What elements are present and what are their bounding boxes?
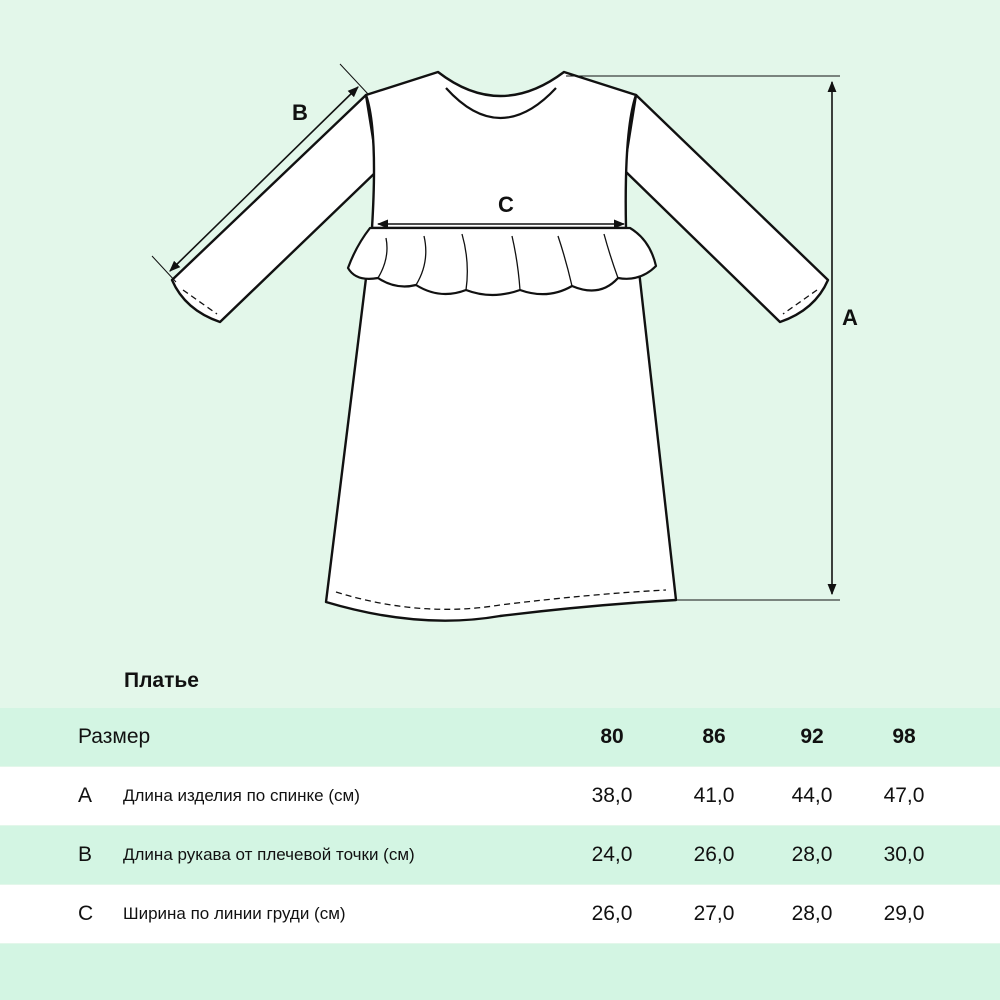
size-80: 80 (600, 725, 624, 748)
row-letter: A (78, 784, 93, 807)
row-value: 44,0 (791, 784, 833, 807)
row-description: Длина изделия по спинке (см) (123, 786, 360, 805)
size-header-row (0, 708, 1000, 766)
left-sleeve (172, 95, 378, 322)
table-footer-band (0, 944, 1000, 1000)
table-row-c (0, 885, 1000, 943)
row-value: 30,0 (883, 843, 925, 866)
row-value: 28,0 (791, 843, 833, 866)
right-sleeve (624, 95, 828, 322)
row-letter: C (78, 902, 94, 925)
size-86: 86 (702, 725, 726, 748)
row-description: Ширина по линии груди (см) (123, 904, 346, 923)
row-value: 26,0 (693, 843, 735, 866)
size-header-label: Размер (78, 725, 151, 748)
row-value: 38,0 (591, 784, 633, 807)
skirt (326, 262, 676, 621)
table-row-b (0, 826, 1000, 884)
row-value: 24,0 (591, 843, 633, 866)
table-row-a (0, 767, 1000, 825)
row-value: 41,0 (693, 784, 735, 807)
row-value: 27,0 (693, 902, 735, 925)
section-title: Платье (124, 669, 199, 692)
row-value: 47,0 (883, 784, 925, 807)
label-c: C (498, 192, 514, 217)
row-value: 26,0 (591, 902, 633, 925)
size-92: 92 (800, 725, 824, 748)
label-b: B (292, 100, 308, 125)
row-description: Длина рукава от плечевой точки (см) (123, 845, 415, 864)
b-guide-top (340, 64, 368, 94)
label-a: A (842, 305, 858, 330)
row-letter: B (78, 843, 93, 866)
size-98: 98 (892, 725, 916, 748)
ruffle (348, 228, 656, 295)
row-value: 29,0 (883, 902, 925, 925)
row-value: 28,0 (791, 902, 833, 925)
